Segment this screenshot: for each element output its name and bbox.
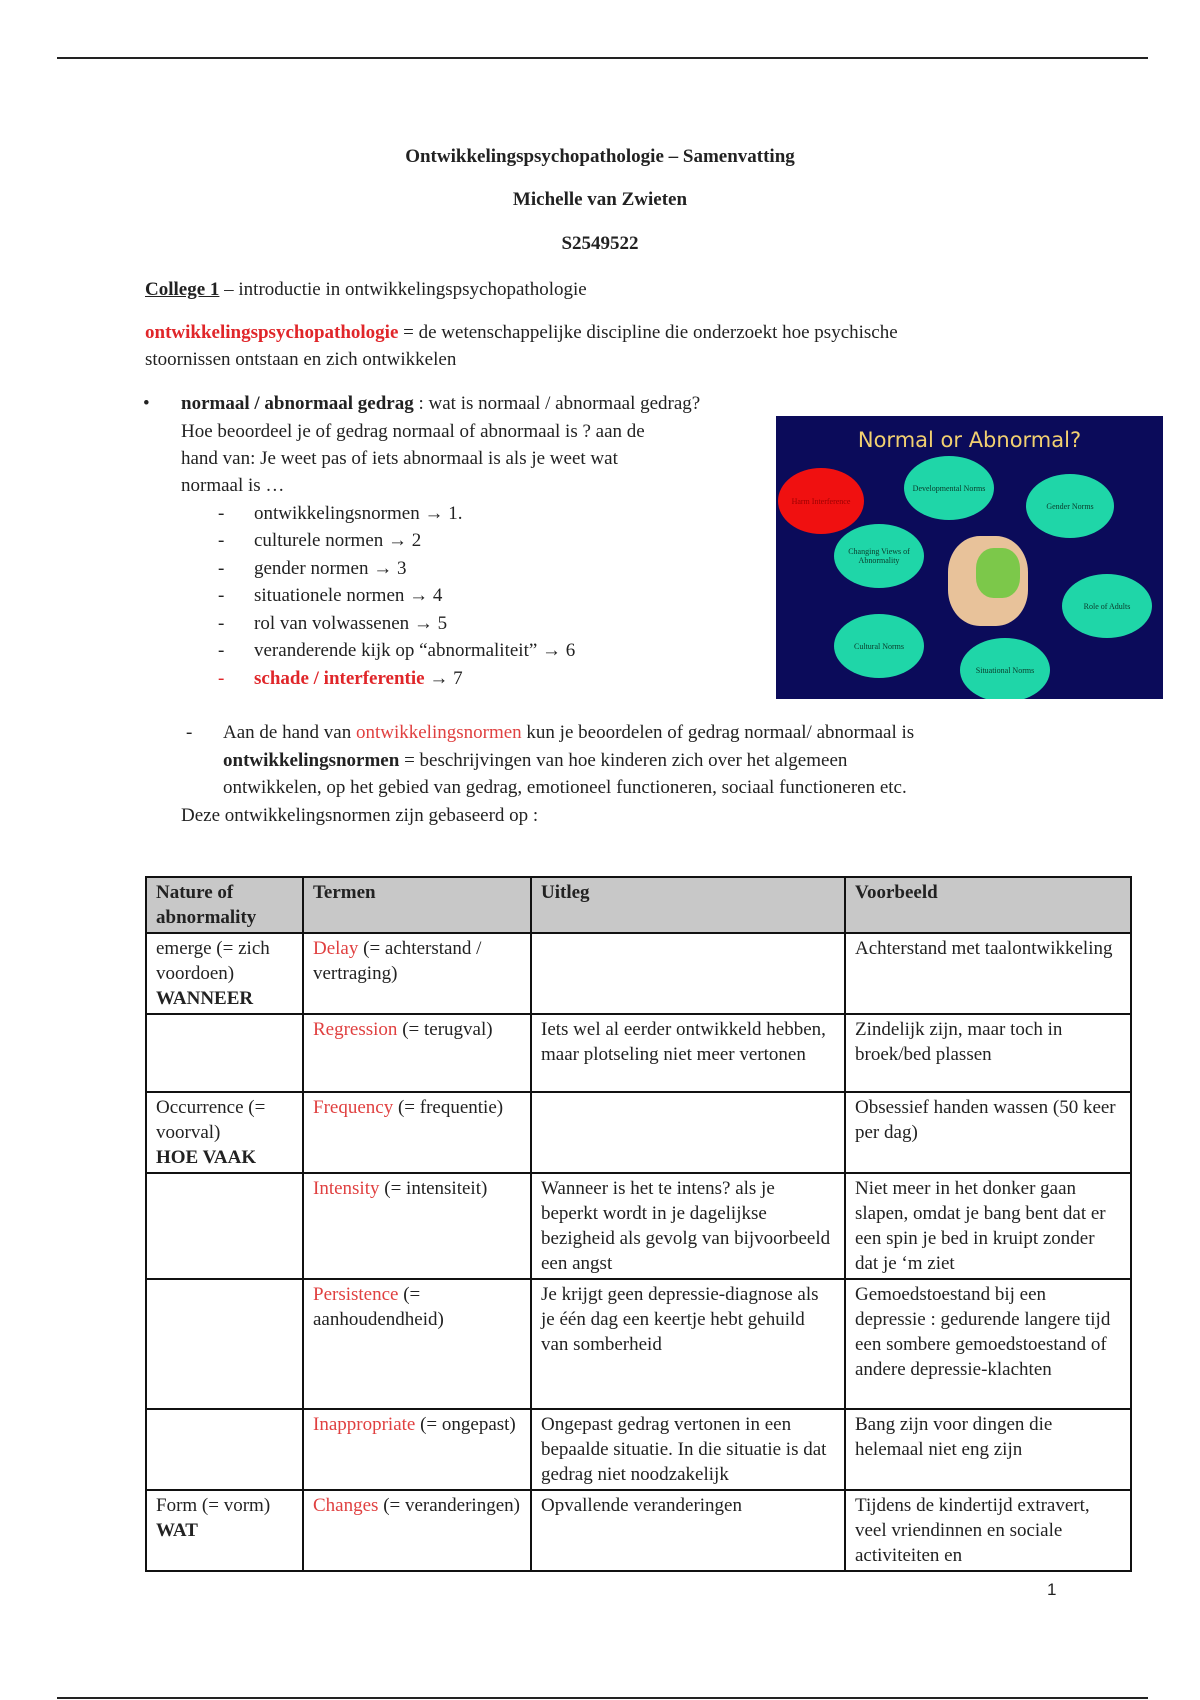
voorbeeld-cell: Gemoedstoestand bij een depressie : gedurende langere tijd een sombere gemoedstoestand of andere depressie-klachten [845, 1279, 1131, 1409]
nature-cell [146, 1014, 303, 1092]
term-cell [303, 1409, 531, 1490]
para-text: = beschrijvingen van hoe kinderen zich over het algemeen [399, 750, 848, 771]
definition-term: ontwikkelingspsychopathologie [145, 322, 399, 343]
term-cell [303, 1014, 531, 1092]
term-cell [303, 1279, 531, 1409]
uitleg-cell: Je krijgt geen depressie-diagnose als je één dag een keertje hebt gehuild van somberheid [531, 1279, 845, 1409]
author: Michelle van Zwieten [512, 189, 688, 210]
bullet-heading [181, 390, 700, 417]
col-header: Nature of abnormality [146, 877, 303, 933]
para-bold: ontwikkelingsnormen [223, 750, 400, 771]
normal-or-abnormal-picture [776, 416, 1163, 699]
picture-label: Gender Norms [1026, 474, 1114, 538]
term-name: Intensity [313, 1178, 380, 1199]
definition-line2: stoornissen ontstaan en zich ontwikkelen [145, 349, 457, 370]
term-cell [303, 933, 531, 1014]
table-row [146, 1014, 1131, 1092]
para-text: kun je beoordelen of gedrag normaal/ abnormaal is [521, 722, 915, 743]
term-cell [303, 1490, 531, 1571]
list-item: veranderende kijk op “abnormaliteit” → 6 [254, 640, 576, 661]
table-row [146, 1409, 1131, 1490]
para-line [223, 719, 914, 746]
term-translation: (= achterstand / vertraging) [313, 938, 482, 984]
bullet-dot: • [143, 393, 150, 414]
nature-cell [146, 1173, 303, 1279]
voorbeeld-cell: Achterstand met taalontwikkeling [845, 933, 1131, 1014]
bullet-line: Hoe beoordeel je of gedrag normaal of abnormaal is ? aan de [181, 421, 645, 442]
list-item-rest: → 7 [424, 668, 463, 689]
nature-question: HOE VAAK [156, 1147, 257, 1168]
definition-text: = de wetenschappelijke discipline die onderzoekt hoe psychische [398, 322, 898, 343]
table-row [146, 1173, 1131, 1279]
list-item: gender normen → 3 [254, 558, 407, 579]
nature-text: Occurrence (= voorval) [156, 1097, 266, 1143]
picture-label: Situational Norms [960, 638, 1050, 699]
picture-label: Harm Interference [778, 468, 864, 534]
nature-cell [146, 1092, 303, 1173]
picture-label: Cultural Norms [834, 614, 924, 678]
list-item: rol van volwassenen → 5 [254, 613, 448, 634]
term-cell [303, 1092, 531, 1173]
para-line: Deze ontwikkelingsnormen zijn gebaseerd op : [181, 805, 539, 826]
para-line [223, 747, 847, 774]
list-item-red: schade / interferentie [254, 668, 425, 689]
list-item: situationele normen → 4 [254, 585, 443, 606]
table-row [146, 1279, 1131, 1409]
voorbeeld-cell: Bang zijn voor dingen die helemaal niet eng zijn [845, 1409, 1131, 1490]
abnormality-table [145, 876, 1132, 1572]
term-translation: (= aanhoudendheid) [313, 1284, 444, 1330]
uitleg-cell: Iets wel al eerder ontwikkeld hebben, maar plotseling niet meer vertonen [531, 1014, 845, 1092]
para-text: Aan de hand van [223, 722, 356, 743]
table-row [146, 1490, 1131, 1571]
table-row [146, 933, 1131, 1014]
nature-question: WANNEER [156, 988, 254, 1009]
term-name: Regression [313, 1019, 398, 1040]
list-item: ontwikkelingsnormen → 1. [254, 503, 463, 524]
top-rule [57, 57, 1148, 59]
picture-label: Changing Views of Abnormality [834, 524, 924, 588]
voorbeeld-cell: Niet meer in het donker gaan slapen, omdat je bang bent dat er een spin je bed in kruipt zonder dat je ‘m ziet [845, 1173, 1131, 1279]
uitleg-cell: Wanneer is het te intens? als je beperkt wordt in je dagelijkse bezigheid als gevolg van bijvoorbeeld een angst [531, 1173, 845, 1279]
term-translation: (= frequentie) [393, 1097, 504, 1118]
nature-question: WAT [156, 1520, 198, 1541]
definition [145, 319, 898, 346]
bullet-rest: : wat is normaal / abnormaal gedrag? [413, 393, 701, 414]
children-illustration-shirt [976, 548, 1020, 598]
table-row [146, 1092, 1131, 1173]
col-header: Uitleg [531, 877, 845, 933]
voorbeeld-cell: Tijdens de kindertijd extravert, veel vriendinnen en sociale activiteiten en [845, 1490, 1131, 1571]
page-number: 1 [1047, 1580, 1057, 1599]
uitleg-cell [531, 933, 845, 1014]
nature-cell [146, 1279, 303, 1409]
term-translation: (= ongepast) [415, 1414, 516, 1435]
college-heading [145, 276, 587, 303]
college-subtitle: – introductie in ontwikkelingspsychopathologie [219, 279, 587, 300]
para-line: ontwikkelen, op het gebied van gedrag, emotioneel functioneren, sociaal functioneren etc. [223, 777, 907, 798]
uitleg-cell: Opvallende veranderingen [531, 1490, 845, 1571]
college-label: College 1 [145, 279, 220, 300]
nature-text: emerge (= zich voordoen) [156, 938, 270, 984]
term-translation: (= veranderingen) [378, 1495, 520, 1516]
term-name: Changes [313, 1495, 379, 1516]
voorbeeld-cell: Zindelijk zijn, maar toch in broek/bed plassen [845, 1014, 1131, 1092]
list-item [254, 665, 463, 692]
picture-title: Normal or Abnormal? [857, 428, 1082, 452]
uitleg-cell [531, 1092, 845, 1173]
nature-cell [146, 933, 303, 1014]
uitleg-cell: Ongepast gedrag vertonen in een bepaalde situatie. In die situatie is dat gedrag niet noodzakelijk [531, 1409, 845, 1490]
nature-cell [146, 1409, 303, 1490]
nature-text: Form (= vorm) [156, 1495, 271, 1516]
student-number: S2549522 [561, 233, 639, 254]
col-header: Termen [303, 877, 531, 933]
term-translation: (= terugval) [397, 1019, 493, 1040]
picture-label: Role of Adults [1062, 574, 1152, 638]
doc-title: Ontwikkelingspsychopathologie – Samenvatting [405, 146, 795, 167]
term-name: Inappropriate [313, 1414, 416, 1435]
picture-label: Developmental Norms [904, 456, 994, 520]
term-translation: (= intensiteit) [379, 1178, 488, 1199]
term-name: Frequency [313, 1097, 394, 1118]
col-header: Voorbeeld [845, 877, 1131, 933]
bullet-bold: normaal / abnormaal gedrag [181, 393, 414, 414]
bullet-line: hand van: Je weet pas of iets abnormaal is als je weet wat [181, 448, 618, 469]
nature-cell [146, 1490, 303, 1571]
para-highlight: ontwikkelingsnormen [355, 722, 522, 743]
bottom-rule [57, 1697, 1148, 1699]
voorbeeld-cell: Obsessief handen wassen (50 keer per dag) [845, 1092, 1131, 1173]
term-name: Delay [313, 938, 359, 959]
bullet-line: normaal is … [181, 475, 285, 496]
term-name: Persistence [313, 1284, 399, 1305]
list-item: culturele normen → 2 [254, 530, 422, 551]
term-cell [303, 1173, 531, 1279]
